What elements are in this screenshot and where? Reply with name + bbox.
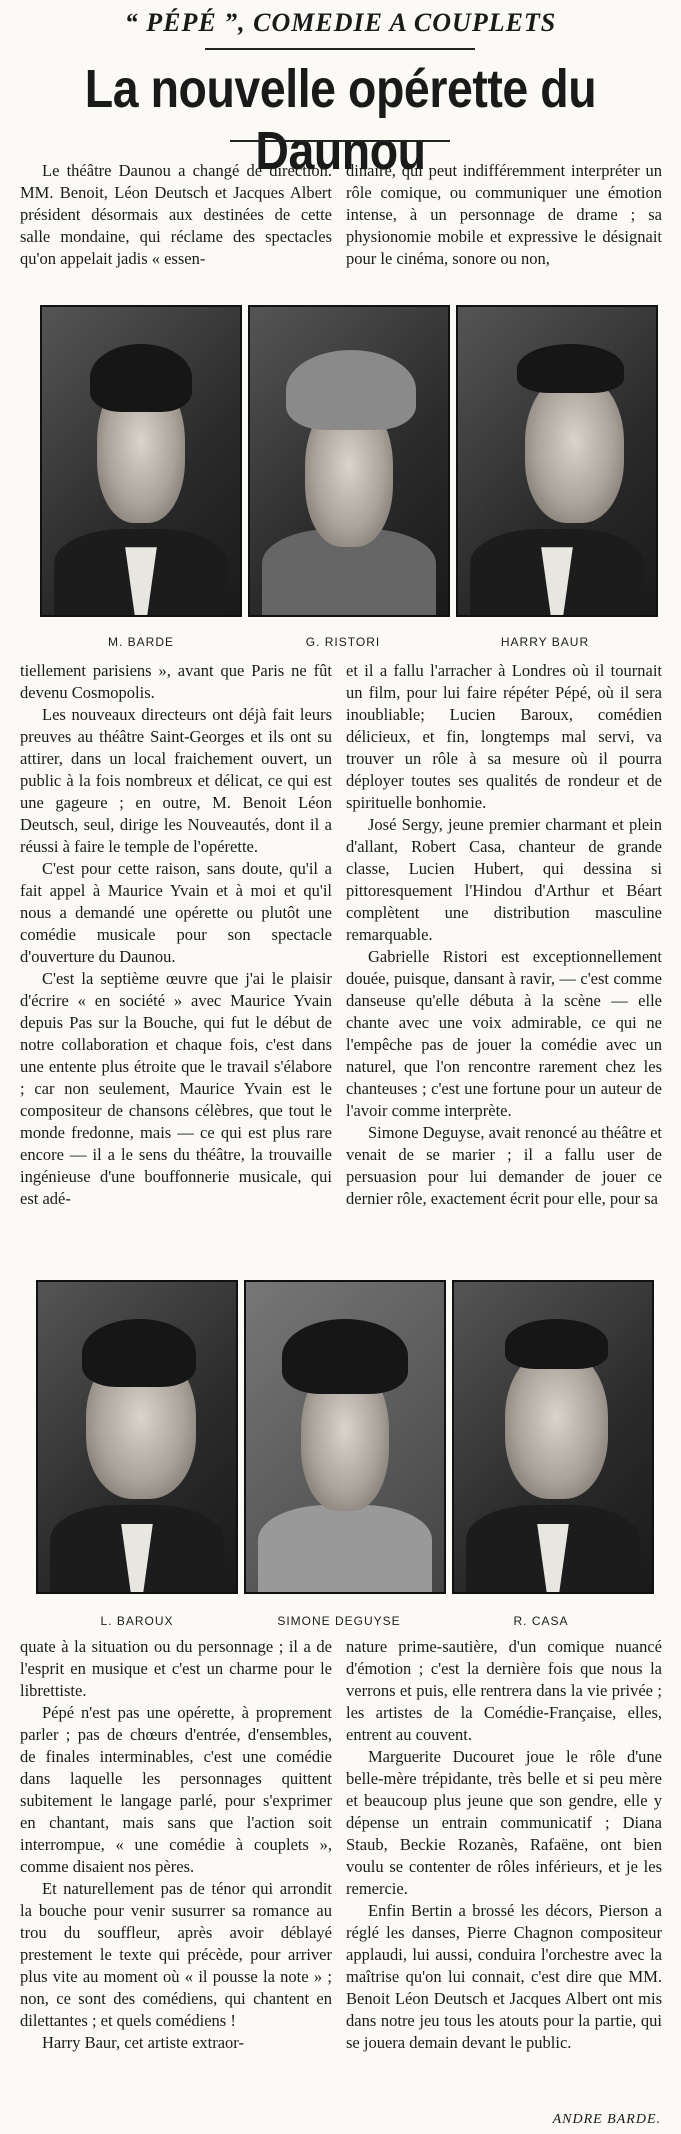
paragraph: Simone Deguyse, avait renoncé au théâtre et venait de se marier ; il a fallu user de persuasion pour lui demander de jouer ce dernier rôle, exactement écrit pour elle, pour sa [346,1123,662,1208]
photo-harry-baur [456,305,658,617]
paragraph: nature prime-sautière, d'un comique nuancé d'émotion ; c'est la dernière fois que nous la verrons et puis, elle rentrera dans la vie privée ; les artistes de la Comédie-Française, elles, entrent au couvent. [346,1637,662,1744]
paragraph: Pépé n'est pas une opérette, à proprement parler ; pas de chœurs d'entrée, d'ensembles, de finales interminables, c'est une comédie dans laquelle les personnages quittent subitement le langage parlé, pour s'exprimer en chantant, mais sans que l'action soit interrompue, « une comédie à couplets », comme disaient nos pères. [20,1703,332,1876]
top-photo-row [40,305,658,617]
paragraph: Gabrielle Ristori est exceptionnellement douée, puisque, dansant à ravir, — c'est comme danseuse qu'elle débuta à la scène — elle chante avec une voix admirable, ce qui ne l'empêche pas de jouer la comédie avec un naturel, que l'on rencontre rarement chez les chanteuses ; c'est une fortune pour un auteur de l'avoir comme interprète. [346,947,662,1120]
divider-rule [205,48,475,50]
paragraph: et il a fallu l'arracher à Londres où il tournait un film, pour lui faire répéter Pépé, où il sera inoubliable; Lucien Baroux, comédien délicieux, et fin, longtemps mal servi, va trouver un rôle à sa mesure où il pourra déployer toutes ses qualités de rondeur et de spirituelle bonhomie. [346,661,662,812]
paragraph: C'est la septième œuvre que j'ai le plaisir d'écrire « en société » avec Maurice Yvain depuis Pas sur la Bouche, qui fut le début de notre collaboration et chaque fois, c'est dans une entente plus étroite que le travail s'élabore ; car non seulement, Maurice Yvain est le compositeur de chansons célèbres, que tout le monde fredonne, mais — ce qui est plus rare encore — il a le sens du théâtre, la trouvaille ingénieuse d'une bouffonnerie musicale, qui est adé- [20,969,332,1208]
paragraph: Harry Baur, cet artiste extraor- [42,2033,244,2052]
bottom-photo-row [36,1280,654,1594]
paragraph: tiellement parisiens », avant que Paris ne fût devenu Cosmopolis. [20,661,332,702]
article-column-1c [20,1636,332,2116]
article-column-2c [346,1636,662,2110]
article-column-2b [346,660,662,1254]
photo-simone-deguyse [244,1280,446,1594]
paragraph: quate à la situation ou du personnage ; il a de l'esprit en musique et c'est un charme pour le librettiste. [20,1637,332,1700]
divider-rule [230,140,450,142]
paragraph: Les nouveaux directeurs ont déjà fait leurs preuves au théâtre Saint-Georges et ils ont su attirer, dans un local fraichement ouvert, un public à la fois nombreux et délicat, ce qui est une gageure ; en outre, M. Benoit Léon Deutsch, seul, dirige les Nouveautés, dont il a réussi à faire le temple de l'opérette. [20,705,332,856]
caption-m-barde: M. BARDE [107,635,174,649]
caption-l-baroux: L. BAROUX [100,1614,174,1628]
top-photo-captions [40,635,646,649]
photo-m-barde [40,305,242,617]
paragraph: Marguerite Ducouret joue le rôle d'une belle-mère trépidante, très belle et si peu mère et beaucoup plus jeune que son gendre, elle y dépense un entrain communicatif ; Diana Staub, Beckie Rozanès, Rafaëne, ont bien voulu se contenter de rôles inférieurs, et je les remercie. [346,1747,662,1898]
photo-r-casa [452,1280,654,1594]
paragraph: dinaire, qui peut indifféremment interpréter un rôle comique, ou communiquer une émotion intense, à un personnage de drame ; sa physionomie mobile et expressive le désignait pour le cinéma, sonore ou non, [346,161,662,268]
article-column-1a [20,160,332,292]
paragraph: Le théâtre Daunou a changé de direction. MM. Benoit, Léon Deutsch et Jacques Albert président désormais aux destinées de cette salle mondaine, qui réclame des spectacles qu'on appelait jadis « essen- [20,161,332,268]
paragraph: C'est pour cette raison, sans doute, qu'il a fait appel à Maurice Yvain et à moi et qu'il nous a demandé une opérette ou plutôt une comédie musicale pour son spectacle d'ouverture du Daunou. [20,859,332,966]
article-headline: La nouvelle opérette du Daunou [84,59,597,181]
photo-l-baroux [36,1280,238,1594]
bottom-photo-captions [36,1614,642,1628]
caption-simone-deguyse: SIMONE DEGUYSE [277,1614,401,1628]
paragraph: José Sergy, jeune premier charmant et plein d'allant, Robert Casa, chanteur de grande classe, Lucien Hubert, qui dessina si pittoresquement l'Hindou d'Arthur et Béart complètent une distribution masculine remarquable. [346,815,662,944]
caption-r-casa: R. CASA [513,1614,569,1628]
photo-g-ristori [248,305,450,617]
article-column-1b [20,660,332,1254]
caption-g-ristori: G. RISTORI [305,635,381,649]
paragraph: Et naturellement pas de ténor qui arrondit la bouche pour venir susurrer sa romance au trou du souffleur, après avoir déblayé prestement le texte qui précède, pour arriver plus vite au moment où « il pousse la note » ; non, ce sont des comédiens, qui chantent en dilettantes ; et quels comédiens ! [20,1879,332,2030]
author-signature: ANDRE BARDE. [552,2112,661,2127]
article-column-2a [346,160,662,292]
article-kicker: “ PÉPÉ ”, COMEDIE A COUPLETS [124,8,557,37]
caption-harry-baur: HARRY BAUR [500,635,590,649]
paragraph: Enfin Bertin a brossé les décors, Pierson a réglé les danses, Pierre Chagnon compositeur applaudi, lui aussi, conduira l'orchestre avec la maîtrise qu'on lui connait, c'est dire que MM. Benoit Léon Deutsch et Jacques Albert ont mis dans notre jeu tous les atouts pour la partie, qui se jouera demain devant le public. [346,1901,662,2052]
